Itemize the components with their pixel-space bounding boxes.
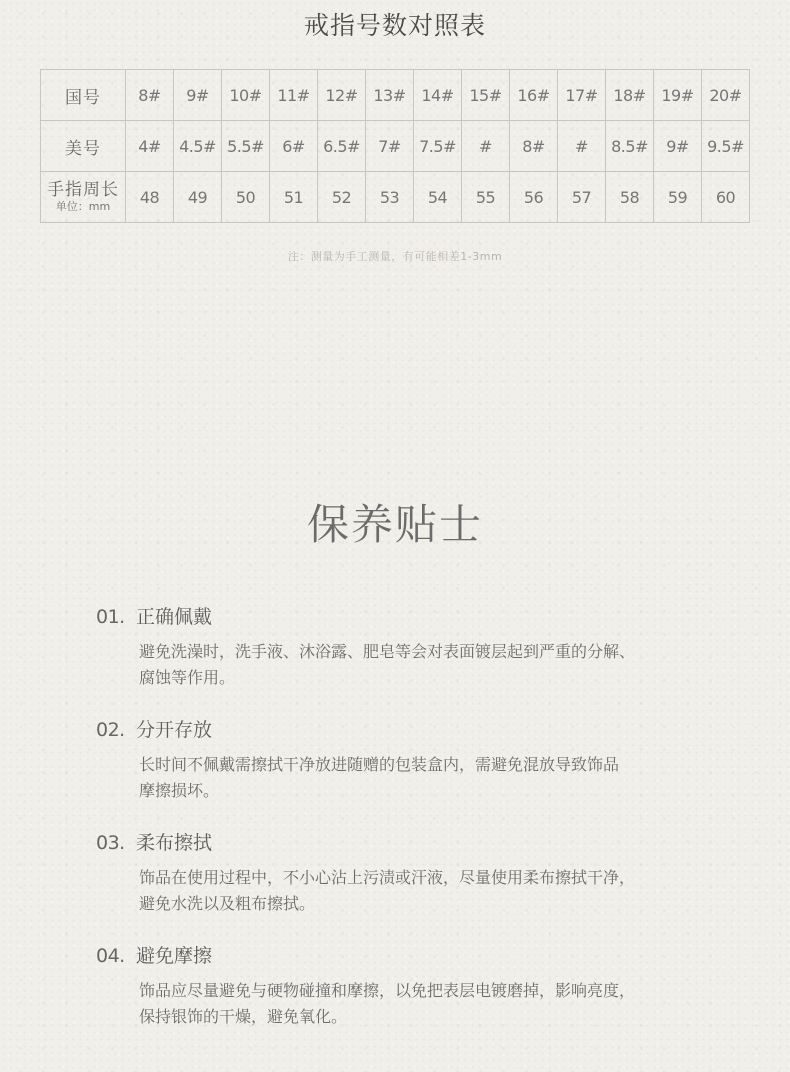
table-cell: 8# [126,70,174,121]
table-cell: 48 [126,172,174,223]
table-cell: 56 [510,172,558,223]
row-header: 美号 [41,121,126,172]
table-cell: 15# [462,70,510,121]
size-table-row [41,70,750,121]
table-cell: 52 [318,172,366,223]
table-cell: 18# [606,70,654,121]
care-tip [96,829,716,917]
table-cell: 54 [414,172,462,223]
table-cell: 9# [174,70,222,121]
table-cell: 10# [222,70,270,121]
tip-body [139,978,699,1030]
table-cell: 6# [270,121,318,172]
row-header-label: 手指周长 [47,180,119,200]
table-cell: 8# [510,121,558,172]
tip-body [139,865,699,917]
table-cell: 12# [318,70,366,121]
tip-body [139,639,699,691]
tip-heading-text: 分开存放 [136,719,213,741]
table-cell: 7.5# [414,121,462,172]
tip-heading-text: 柔布擦拭 [136,832,213,854]
tip-body-line: 避免水洗以及粗布擦拭。 [139,894,316,913]
table-cell: 9# [654,121,702,172]
tip-number: 01. [96,606,125,628]
tip-number: 02. [96,719,125,741]
row-header-unit: 单位：mm [55,200,111,213]
tip-heading [96,942,716,970]
tip-body-line: 避免洗澡时，洗手液、沐浴露、肥皂等会对表面镀层起到严重的分解、 [139,642,636,661]
size-table-body [41,70,750,223]
table-cell: 59 [654,172,702,223]
table-cell: 6.5# [318,121,366,172]
table-cell: 4.5# [174,121,222,172]
row-header: 国号 [41,70,126,121]
table-cell: 9.5# [702,121,750,172]
tip-body-line: 保持银饰的干燥，避免氧化。 [139,1007,348,1026]
ring-size-table [40,69,750,223]
tip-heading [96,603,716,631]
row-header [41,172,126,223]
table-cell: 8.5# [606,121,654,172]
table-cell: # [558,121,606,172]
table-cell: 13# [366,70,414,121]
tip-number: 04. [96,945,125,967]
table-cell: 57 [558,172,606,223]
table-cell: 20# [702,70,750,121]
table-cell: # [462,121,510,172]
measurement-note: 注：测量为手工测量，有可能相差1-3mm [287,250,503,263]
tip-heading-text: 避免摩擦 [136,945,213,967]
table-cell: 17# [558,70,606,121]
tip-body-line: 饰品在使用过程中，不小心沾上污渍或汗液，尽量使用柔布擦拭干净， [139,868,636,887]
tip-body [139,752,699,804]
table-cell: 50 [222,172,270,223]
table-cell: 7# [366,121,414,172]
table-cell: 16# [510,70,558,121]
size-table-title: 戒指号数对照表 [303,11,486,40]
table-cell: 4# [126,121,174,172]
care-tips-title: 保养贴士 [306,500,483,549]
tip-heading [96,716,716,744]
table-cell: 11# [270,70,318,121]
table-cell: 14# [414,70,462,121]
table-cell: 60 [702,172,750,223]
tip-number: 03. [96,832,125,854]
size-table-row [41,172,750,223]
table-cell: 58 [606,172,654,223]
tip-body-line: 饰品应尽量避免与硬物碰撞和摩擦，以免把表层电镀磨掉，影响亮度， [139,981,636,1000]
tip-body-line: 长时间不佩戴需擦拭干净放进随赠的包装盒内，需避免混放导致饰品 [139,755,620,774]
care-tip [96,603,716,691]
table-cell: 53 [366,172,414,223]
table-cell: 55 [462,172,510,223]
tip-heading [96,829,716,857]
tip-heading-text: 正确佩戴 [136,606,213,628]
table-cell: 19# [654,70,702,121]
care-tip [96,716,716,804]
care-tip [96,942,716,1030]
table-cell: 49 [174,172,222,223]
table-cell: 5.5# [222,121,270,172]
size-table-row [41,121,750,172]
tip-body-line: 腐蚀等作用。 [139,668,236,687]
tip-body-line: 摩擦损坏。 [139,781,220,800]
table-cell: 51 [270,172,318,223]
